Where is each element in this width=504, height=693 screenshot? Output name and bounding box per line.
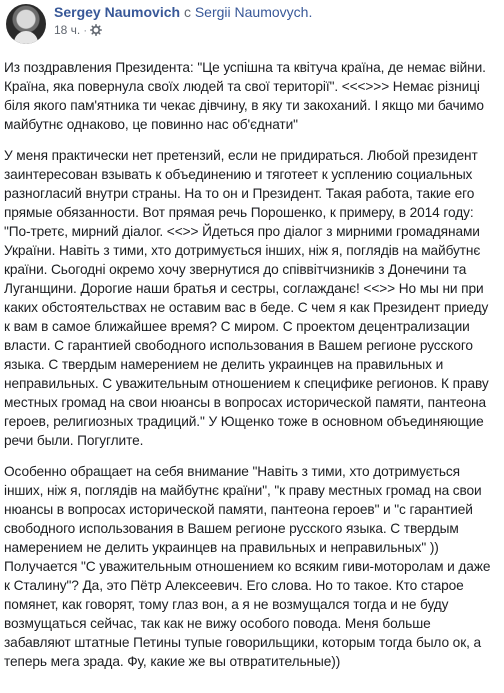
timestamp-link[interactable]: 18 ч. [54,23,81,37]
post-paragraph-1: Из поздравления Президента: "Це успішна та квітуча країна, де немає війни. Країна, яка повернула своїх людей та свої території". <<<>>> Немає різниці біля якого пам'ятника ти чекає дівчину, в яку ти закоханий. І якщо ми бачимо майбутнє однаково, це повинно нас об'єднати" [4,60,486,132]
gear-icon[interactable] [90,24,102,36]
connector-text: с [183,4,191,20]
avatar[interactable] [6,4,46,44]
separator-dot: · [83,23,88,37]
post-paragraph-2: У меня практически нет претензий, если не придираться. Любой президент заинтересован взывать к объединению и тяготеет к усплению социальных разногласий внутри страны. На то он и Президент. Такая работа, такие его прямые обязанности. Вот прямая речь Порошенко, к примеру, в 2014 году: "По-третє, мирний діалог. <<>> Йдеться про діалог з мирними громадянами України. Навіть з тими, хто дотримується інших, ніж я, поглядів на майбутнє країни. Сьогодні окремо хочу звернутися до співвітчизників з Донечини та Луганщини. Дорогие наши братья и сестры, соглажданє! <<>> Но мы ни при каких обстоятельствах не оставим вас в беде. С чем я как Президент приеду к вам в самое ближайшее время? С миром. С проектом децентрализации власти. С гарантией свободного использования в Вашем регионе русского языка. С твердым намерением не делить украинцев на правильных и неправильных. С уважительным отношением к специфике регионов. К праву местных громад на свои нюансы в вопросах исторической памяти, пантеона героев, религиозных традиций." У Ющенко тоже в основном объединяющие речи были. Погуглите. [4,148,489,448]
timestamp-line [54,22,312,38]
post-header [4,0,496,58]
tagged-user-link[interactable]: Sergii Naumovych. [194,4,313,20]
author-name-link[interactable]: Sergey Naumovich [54,4,181,20]
post-body [4,58,496,671]
author-line [54,3,312,21]
post-meta [54,2,312,38]
post-paragraph-3: Особенно обращает на себя внимание "Навіть з тими, хто дотримується інших, ніж я, поглядів на майбутнє країни", "к праву местных громад на свои нюансы в вопросах исторической памяти, пантеона героев" и "с гарантией свободного использования в Вашем регионе русского языка. С твердым намерением не делить украинцев на правильных и неправильных" )) Получается "С уважительным отношением ко всяким гиви-моторолам и даже к Сталину"? Да, это Пётр Алексеевич. Его слова. Но то такое. Кто старое помянет, как говорят, тому глаз вон, а я не возмущался тогда и не буду возмущаться сейчас, так как не вижу особого повода. Меня больше забавляют штатные Петины тупые говорильщики, которым тогда было ок, а теперь мега зрада. Фу, какие же вы отвратительные)) [4,464,491,669]
